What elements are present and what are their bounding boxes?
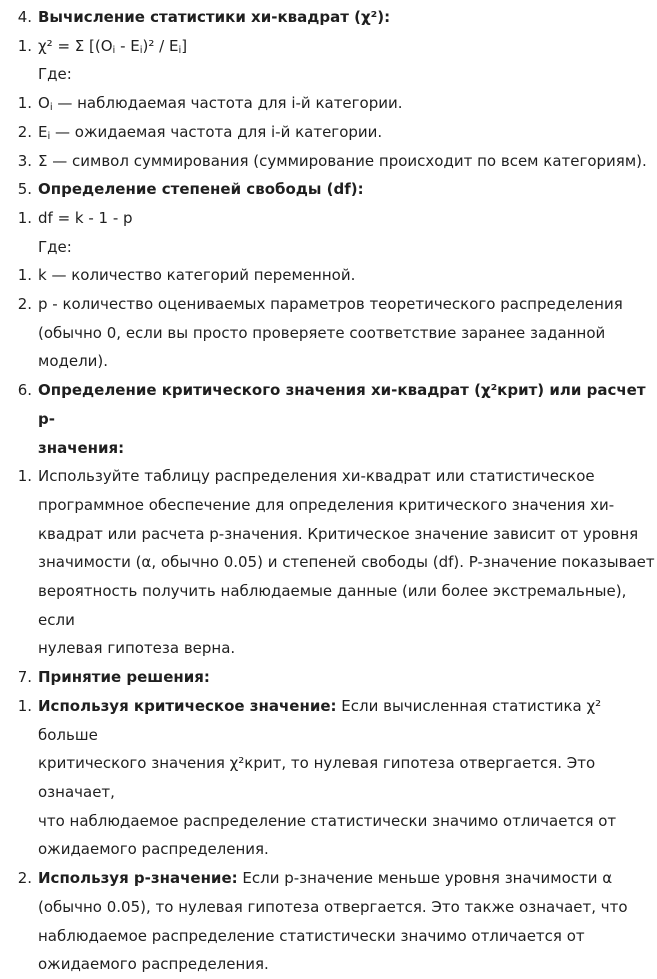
section-title: Определение критического значения хи-квадрат (χ²крит) или расчет p-: [38, 381, 646, 428]
list-number: 5.: [17, 180, 32, 199]
section-7-heading: [0, 663, 657, 692]
list-number: 2.: [17, 869, 32, 888]
where-label: Где:: [38, 65, 72, 84]
list-item: 2. p - количество оцениваемых параметров теоретического распределения (обычно 0, если вы просто проверяете соответствие заранее заданной модели).: [0, 290, 657, 376]
list-number: 3.: [17, 151, 32, 170]
where-label: Где:: [38, 237, 72, 256]
section-5-heading: [0, 175, 657, 204]
list-number: 6.: [17, 381, 32, 400]
list-item: 1. Используя критическое значение: Если вычисленная статистика χ² больше критического значения χ²крит, то нулевая гипотеза отвергается. Это означает, что наблюдаемое распределение статистически значимо отличается от ожидаемого распределения.: [0, 692, 657, 864]
list-number: 2.: [17, 122, 32, 141]
list-item: 1. k — количество категорий переменной.: [0, 261, 657, 290]
section-6-heading: 6. Определение критического значения хи-квадрат (χ²крит) или расчет p- значения:: [0, 376, 657, 462]
list-item: 3. Σ — символ суммирования (суммирование происходит по всем категориям).: [0, 147, 657, 176]
list-number: 1.: [17, 696, 32, 715]
list-item: 1. Используйте таблицу распределения хи-квадрат или статистическое программное обеспечение для определения критического значения хи- квадрат или расчета p-значения. Критическое значение зависит от уровня значимости (α, обычно 0.05) и степеней свободы (df). P-значение показывает вероятность получить наблюдаемые данные (или более экстремальные), если нулевая гипотеза верна.: [0, 462, 657, 663]
list-number: 1.: [17, 467, 32, 486]
list-number: 1.: [17, 266, 32, 285]
list-number: 1.: [17, 94, 32, 113]
section-4-heading: [0, 3, 657, 32]
list-number: 7.: [17, 668, 32, 687]
list-number: 1.: [17, 36, 32, 55]
list-number: 4.: [17, 8, 32, 26]
list-number: 1.: [17, 208, 32, 227]
list-item: 2. $E_i$ — ожидаемая частота для i-й категории.: [0, 118, 657, 147]
list-item: 1. $O_i$ — наблюдаемая частота для i-й категории.: [0, 89, 657, 118]
list-number: 2.: [17, 295, 32, 314]
list-item: 2. Используя p-значение: Если p-значение меньше уровня значимости α (обычно 0.05), то нулевая гипотеза отвергается. Это также означает, что наблюдаемое распределение статистически значимо отличается от ожидаемого распределения.: [0, 864, 657, 979]
chi-square-formula: 1. χ² = Σ $[(O_i - E_i)^2 / E_i]$: [0, 32, 657, 61]
section-title: Определение степеней свободы (df):: [38, 180, 364, 199]
section-title: Вычисление статистики хи-квадрат (χ²):: [38, 8, 391, 26]
section-title: Принятие решения:: [38, 668, 210, 687]
df-formula: 1. df = k - 1 - p: [0, 204, 657, 233]
